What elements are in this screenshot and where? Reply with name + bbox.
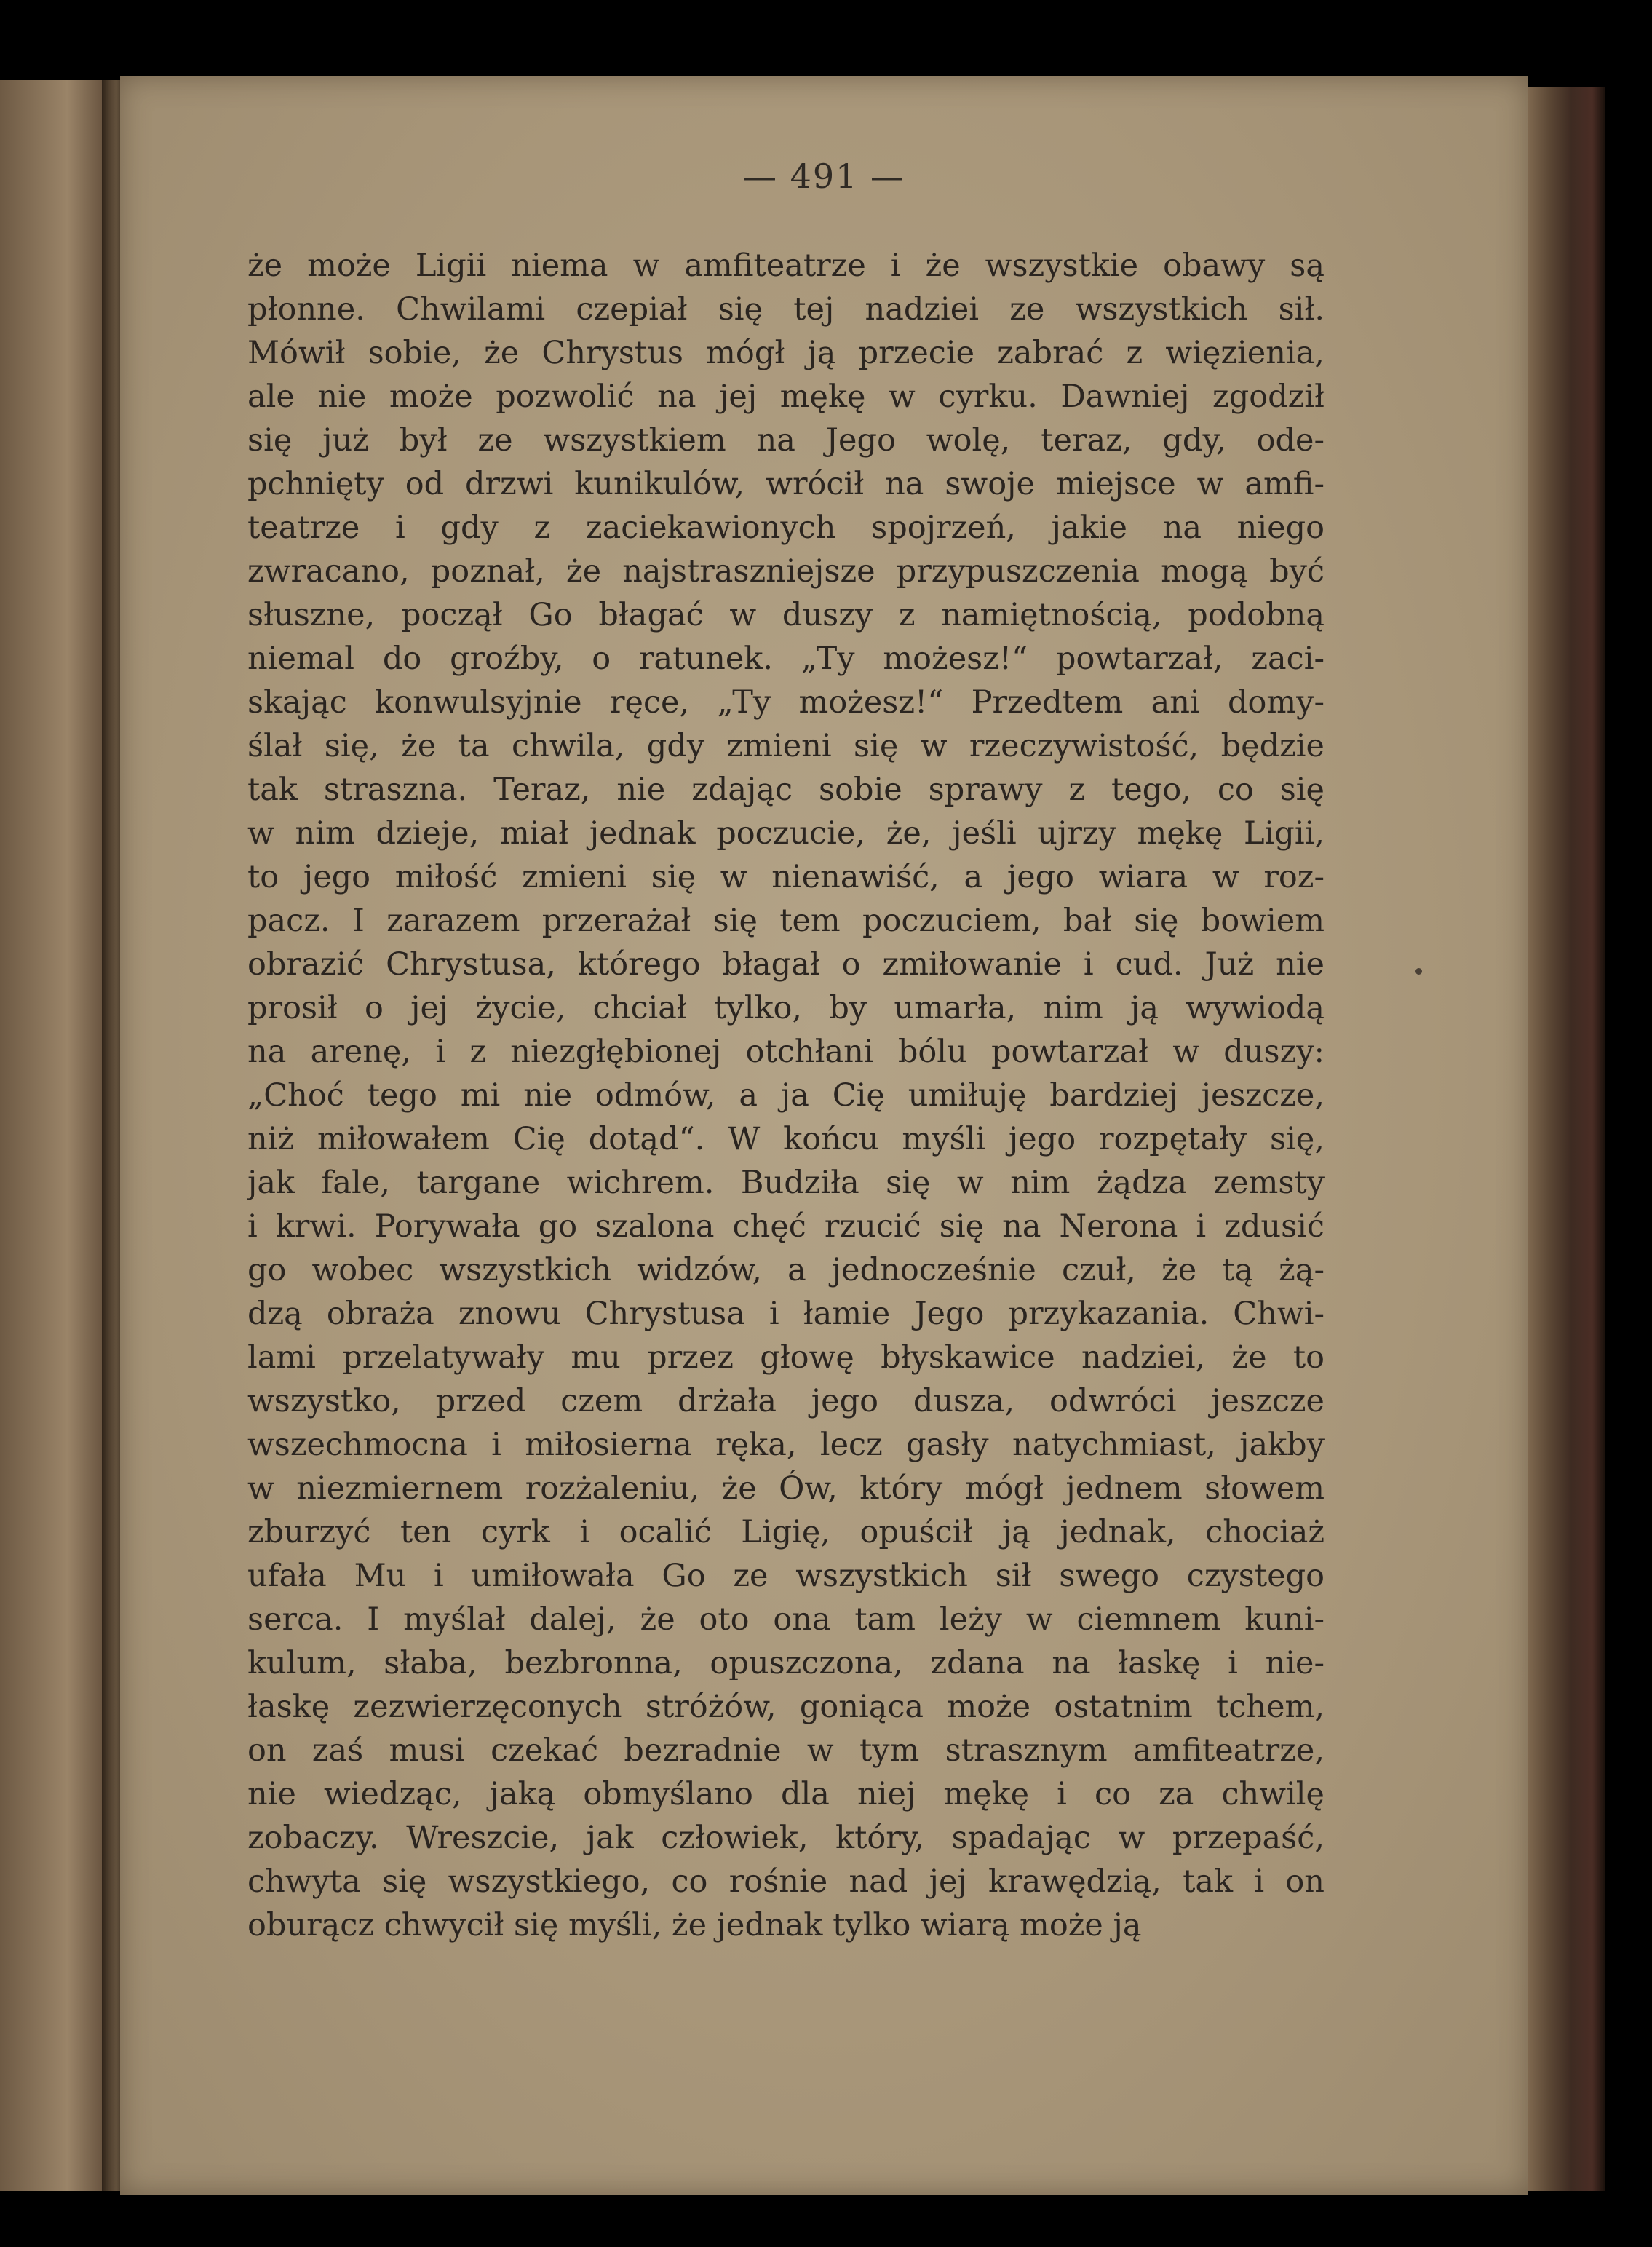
text-line: wszystko, przed czem drżała jego dusza, odwróci jeszcze (247, 1383, 1325, 1419)
text-line: słuszne, począł Go błagać w duszy z namiętnością, podobną (247, 597, 1325, 633)
page-number: — 491 — (742, 156, 906, 196)
text-line: obrazić Chrystusa, którego błagał o zmiłowanie i cud. Już nie (247, 946, 1325, 983)
text-line: jak fale, targane wichrem. Budziła się w nim żądza zemsty (247, 1165, 1325, 1201)
text-line: niż miłowałem Cię dotąd“. W końcu myśli jego rozpętały się, (247, 1121, 1325, 1157)
text-line: pchnięty od drzwi kunikulów, wrócił na swoje miejsce w amfi- (247, 466, 1325, 502)
text-line: to jego miłość zmieni się w nienawiść, a jego wiara w roz- (247, 859, 1325, 895)
book-page (120, 76, 1528, 2195)
text-line: kulum, słaba, bezbronna, opuszczona, zdana na łaskę i nie- (247, 1645, 1325, 1681)
text-line: płonne. Chwilami czepiał się tej nadziei ze wszystkich sił. (247, 291, 1325, 328)
text-line: nie wiedząc, jaką obmyślano dla niej mękę i co za chwilę (247, 1776, 1325, 1812)
body-text (247, 244, 1325, 1947)
text-line: się już był ze wszystkiem na Jego wolę, teraz, gdy, ode- (247, 422, 1325, 459)
text-line: zwracano, poznał, że najstraszniejsze przypuszczenia mogą być (247, 553, 1325, 590)
text-line: lami przelatywały mu przez głowę błyskawice nadziei, że to (247, 1339, 1325, 1376)
text-line: skając konwulsyjnie ręce, „Ty możesz!“ Przedtem ani domy- (247, 684, 1325, 721)
paper-speck (1415, 968, 1422, 975)
text-line: i krwi. Porywała go szalona chęć rzucić się na Nerona i zdusić (247, 1208, 1325, 1245)
text-line: w nim dzieje, miał jednak poczucie, że, jeśli ujrzy mękę Ligii, (247, 815, 1325, 852)
text-line: tak straszna. Teraz, nie zdając sobie sprawy z tego, co się (247, 772, 1325, 808)
text-line: że może Ligii niema w amfiteatrze i że wszystkie obawy są (247, 247, 1325, 284)
text-line: łaskę zezwierzęconych stróżów, goniąca może ostatnim tchem, (247, 1689, 1325, 1725)
text-line: niemal do groźby, o ratunek. „Ty możesz!“ powtarzał, zaci- (247, 641, 1325, 677)
text-line: go wobec wszystkich widzów, a jednocześnie czuł, że tą żą- (247, 1252, 1325, 1288)
text-line: ślał się, że ta chwila, gdy zmieni się w rzeczywistość, będzie (247, 728, 1325, 764)
text-line: zobaczy. Wreszcie, jak człowiek, który, spadając w przepaść, (247, 1820, 1325, 1856)
text-line: teatrze i gdy z zaciekawionych spojrzeń, jakie na niego (247, 510, 1325, 546)
text-line: wszechmocna i miłosierna ręka, lecz gasły natychmiast, jakby (247, 1427, 1325, 1463)
text-line: chwyta się wszystkiego, co rośnie nad jej krawędzią, tak i on (247, 1863, 1325, 1900)
right-page-edges (1521, 87, 1605, 2191)
text-line: serca. I myślał dalej, że oto ona tam leży w ciemnem kuni- (247, 1601, 1325, 1638)
text-line: ale nie może pozwolić na jej mękę w cyrku. Dawniej zgodził (247, 379, 1325, 415)
text-line: on zaś musi czekać bezradnie w tym strasznym amfiteatrze, (247, 1732, 1325, 1769)
text-line: ufała Mu i umiłowała Go ze wszystkich sił swego czystego (247, 1558, 1325, 1594)
text-line: prosił o jej życie, chciał tylko, by umarła, nim ją wywiodą (247, 990, 1325, 1026)
text-line: pacz. I zarazem przerażał się tem poczuciem, bał się bowiem (247, 903, 1325, 939)
text-line: oburącz chwycił się myśli, że jednak tylko wiarą może ją (247, 1907, 1142, 1943)
text-line: „Choć tego mi nie odmów, a ja Cię umiłuję bardziej jeszcze, (247, 1077, 1325, 1114)
text-line: dzą obraża znowu Chrystusa i łamie Jego przykazania. Chwi- (247, 1296, 1325, 1332)
text-line: Mówił sobie, że Chrystus mógł ją przecie zabrać z więzienia, (247, 335, 1325, 371)
text-line: na arenę, i z niezgłębionej otchłani bólu powtarzał w duszy: (247, 1034, 1325, 1070)
text-line: w niezmiernem rozżaleniu, że Ów, który mógł jednem słowem (247, 1470, 1325, 1507)
text-line: zburzyć ten cyrk i ocalić Ligię, opuścił ją jednak, chociaż (247, 1514, 1325, 1550)
